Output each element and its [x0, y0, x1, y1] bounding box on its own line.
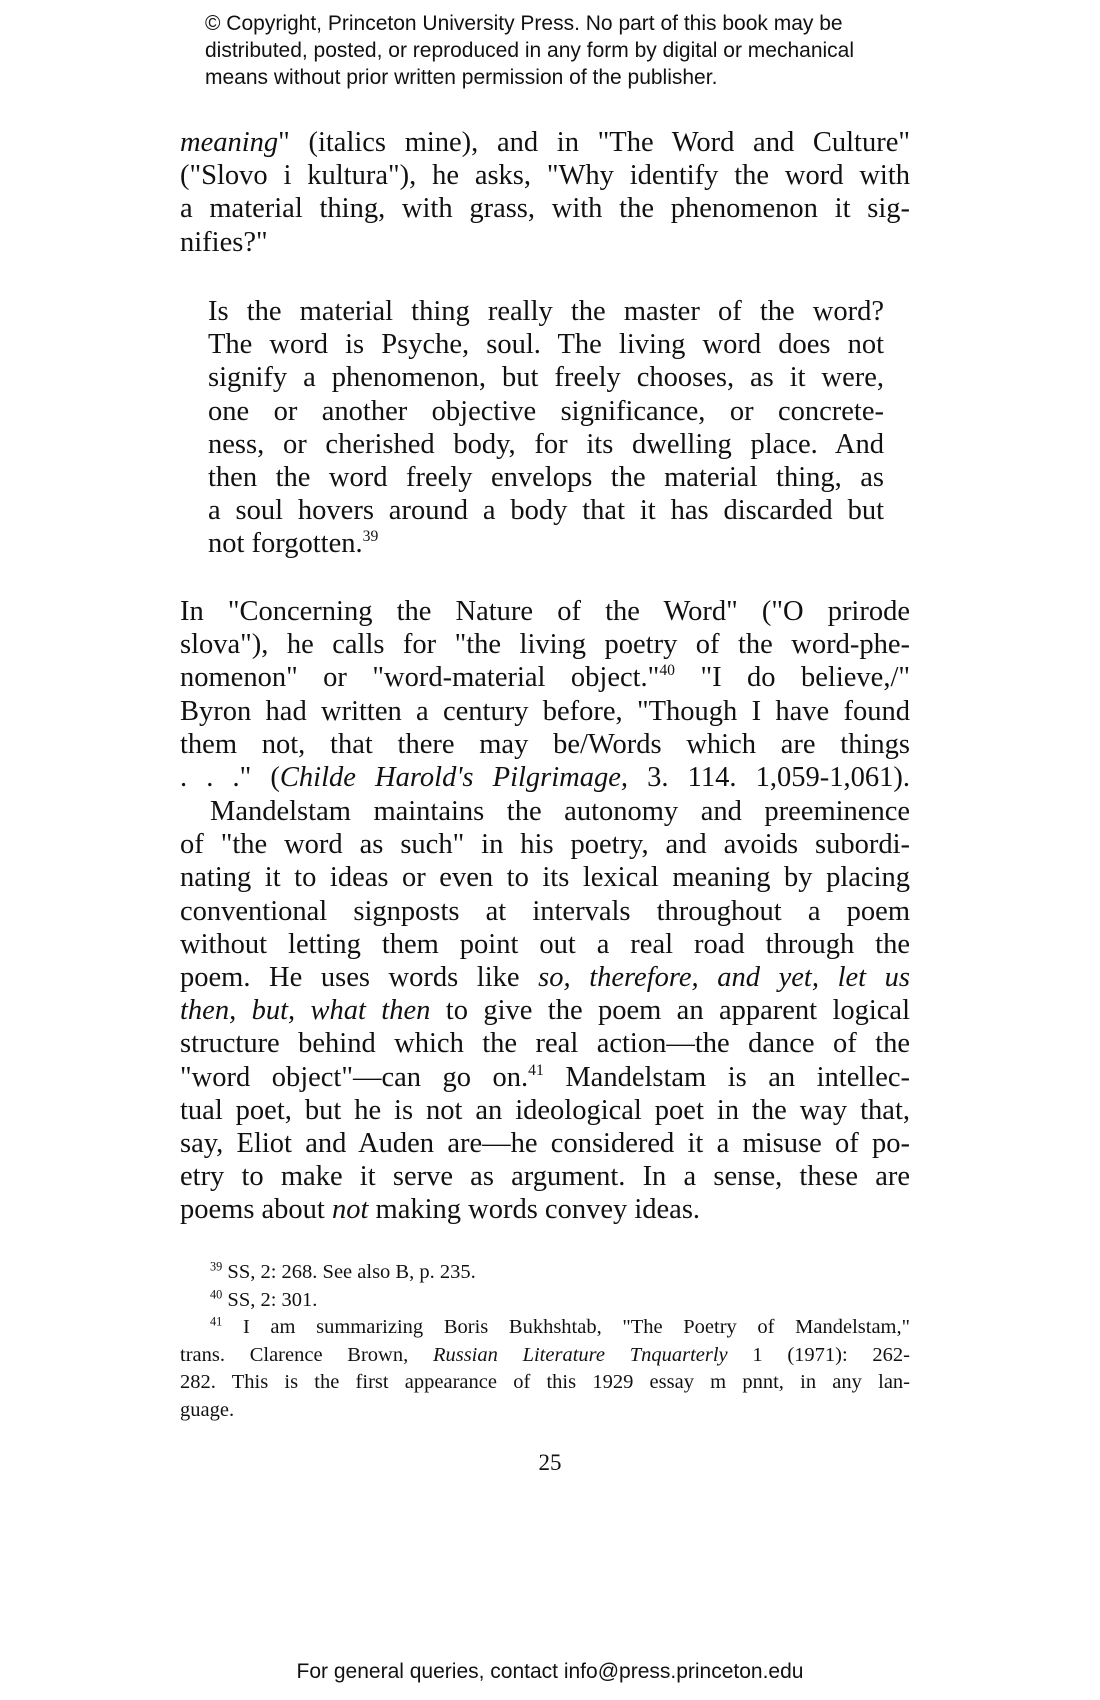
text-span: "I do believe,/": [674, 662, 910, 694]
footnote-text: I am summarizing Boris Bukhshtab, "The Poetry of Mandelstam,": [222, 1316, 910, 1338]
italic-text: meaning: [180, 127, 279, 158]
paragraph-continuation: [180, 126, 910, 259]
paragraph: [180, 595, 910, 794]
text-line: slova"), he calls for "the living poetry of the word-phe-: [180, 629, 910, 661]
block-quote: [208, 295, 884, 561]
footnote-39: [180, 1259, 910, 1287]
text-span: to give the poem an apparent logical: [430, 995, 911, 1027]
text-line: etry to make it serve as argument. In a sense, these are: [180, 1161, 910, 1193]
text-line: Mandelstam maintains the autonomy and preeminence: [210, 796, 910, 827]
copyright-notice: [205, 10, 925, 91]
quote-line: [208, 527, 884, 560]
text-span: "word object"—can go on.: [180, 1061, 529, 1093]
text-line: them not, that there may be/Words which are things: [180, 728, 910, 760]
text-span: " (italics mine), and in "The Word and Culture": [278, 127, 910, 158]
page-number: 25: [538, 1450, 562, 1475]
text-span: poem. He uses words like: [180, 962, 539, 994]
text-span: Mandelstam is an intellec-: [543, 1061, 910, 1093]
text-span: making words convey ideas.: [368, 1194, 701, 1226]
text-line: tual poet, but he is not an ideological poet in the way that,: [180, 1094, 910, 1126]
footnote-40: [180, 1287, 910, 1315]
footer-contact: For general queries, contact info@press.princeton.edu: [296, 1660, 804, 1683]
italic-text: Childe Harold's Pilgrimage,: [279, 762, 629, 794]
text-line: conventional signposts at intervals throughout a poem: [180, 895, 910, 927]
copyright-line: means without prior written permission of the publisher.: [205, 66, 718, 89]
quote-line: ness, or cherished body, for its dwelling place. And: [208, 428, 884, 460]
footnote-ref: 39: [362, 528, 379, 546]
italic-text: then, but, what then: [180, 995, 431, 1027]
copyright-line: distributed, posted, or reproduced in any form by digital or mechanical: [205, 39, 855, 62]
text-line: [180, 126, 910, 159]
quote-line: one or another objective significance, or concrete-: [208, 395, 884, 427]
footnotes: [180, 1259, 910, 1424]
footnote-line: guage.: [180, 1398, 235, 1421]
footnote-text: 1 (1971): 262-: [727, 1343, 910, 1366]
text-line: [180, 961, 910, 994]
footnote-text: SS, 2: 301.: [222, 1288, 318, 1311]
text-line: [180, 661, 910, 694]
italic-text: not: [331, 1194, 369, 1226]
text-line: [180, 761, 910, 794]
text-span: 3. 114. 1,059-1,061).: [628, 762, 910, 794]
footnote-line: 282. This is the first appearance of this 1929 essay m pnnt, in any lan-: [180, 1371, 910, 1393]
text-line: nating it to ideas or even to its lexical meaning by placing: [180, 862, 910, 894]
footnote-text: SS, 2: 268. See also B, p. 235.: [222, 1261, 476, 1283]
quote-line: signify a phenomenon, but freely chooses, as it were,: [208, 362, 884, 394]
footnote-line: [180, 1342, 910, 1370]
quote-line: a soul hovers around a body that it has discarded but: [208, 495, 884, 527]
italic-text: Russian Literature Tnquarterly: [432, 1343, 728, 1366]
footnote-text: trans. Clarence Brown,: [180, 1343, 433, 1366]
text-span: nomenon" or "word-material object.": [180, 662, 660, 694]
text-line: ("Slovo i kultura"), he asks, "Why identify the word with: [180, 160, 910, 192]
paragraph: [180, 795, 910, 1227]
text-line: nifies?": [180, 226, 268, 258]
text-line: In "Concerning the Nature of the Word" ("O prirode: [180, 596, 910, 627]
quote-line: then the word freely envelops the material thing, as: [208, 462, 884, 494]
text-line: say, Eliot and Auden are—he considered it a misuse of po-: [180, 1128, 910, 1160]
text-line: a material thing, with grass, with the phenomenon it sig-: [180, 193, 910, 225]
text-line: without letting them point out a real road through the: [180, 928, 910, 960]
text-line: [180, 994, 910, 1027]
quote-line: The word is Psyche, soul. The living word does not: [208, 329, 884, 361]
text-span: poems about: [180, 1194, 332, 1226]
footnote-41: [180, 1314, 910, 1342]
copyright-line: © Copyright, Princeton University Press. No part of this book may be: [205, 12, 843, 35]
footnote-number: 41: [210, 1314, 223, 1329]
text-line: of "the word as such" in his poetry, and avoids subordi-: [180, 829, 910, 861]
footnote-number: 40: [210, 1287, 223, 1302]
text-line: Byron had written a century before, "Though I have found: [180, 695, 910, 727]
footnote-ref: 40: [659, 662, 675, 680]
text-span: not forgotten.: [208, 528, 363, 560]
footnote-number: 39: [210, 1259, 223, 1274]
text-span: . . ." (: [180, 762, 280, 794]
quote-line: Is the material thing really the master of the word?: [208, 296, 884, 327]
footnote-ref: 41: [528, 1061, 544, 1079]
text-line: [180, 1061, 910, 1094]
italic-text: so, therefore, and yet, let us: [538, 962, 910, 994]
text-line: [180, 1193, 910, 1226]
text-line: structure behind which the real action—the dance of the: [180, 1028, 910, 1060]
